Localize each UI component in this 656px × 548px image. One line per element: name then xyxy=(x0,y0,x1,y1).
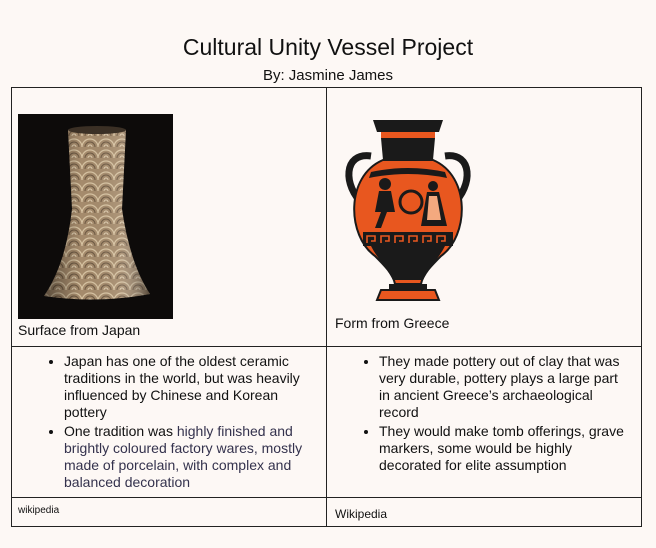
author-byline: By: Jasmine James xyxy=(262,67,394,84)
japan-notes-cell xyxy=(12,347,327,498)
greece-bullet-list xyxy=(327,353,641,474)
japan-bullet-list xyxy=(12,353,326,491)
japan-image-caption: Surface from Japan xyxy=(18,322,141,338)
list-item: • They would make tomb offerings, grave markers, some would be highly decorated for elite assumption xyxy=(379,423,627,474)
comparison-table xyxy=(11,87,642,527)
document-title: Cultural Unity Vessel Project xyxy=(182,34,474,60)
greece-source: Wikipedia xyxy=(335,507,388,521)
list-item: • Japan has one of the oldest ceramic traditions in the world, but was heavily influenced by Chinese and Korean pottery xyxy=(64,353,312,421)
list-item: • One tradition was highly finished and brightly coloured factory wares, mostly made of porcelain, with complex and balanced decoration xyxy=(64,423,312,491)
japan-image-cell xyxy=(12,88,327,347)
greece-source-cell xyxy=(327,498,642,527)
list-item: • They made pottery out of clay that was very durable, pottery plays a large part in ancient Greece’s archaeological record xyxy=(379,353,627,421)
japan-source: wikipedia xyxy=(18,505,60,516)
greece-image-cell xyxy=(327,88,642,347)
highlighted-text: highly finished and brightly coloured factory wares, mostly made of porcelain, with complex and balanced decoration xyxy=(64,423,303,490)
japan-source-cell xyxy=(12,498,327,527)
greece-notes-cell xyxy=(327,347,642,498)
greece-image-caption: Form from Greece xyxy=(335,315,450,331)
japanese-vase-photo xyxy=(18,114,173,319)
greek-amphora-illustration xyxy=(341,116,475,316)
